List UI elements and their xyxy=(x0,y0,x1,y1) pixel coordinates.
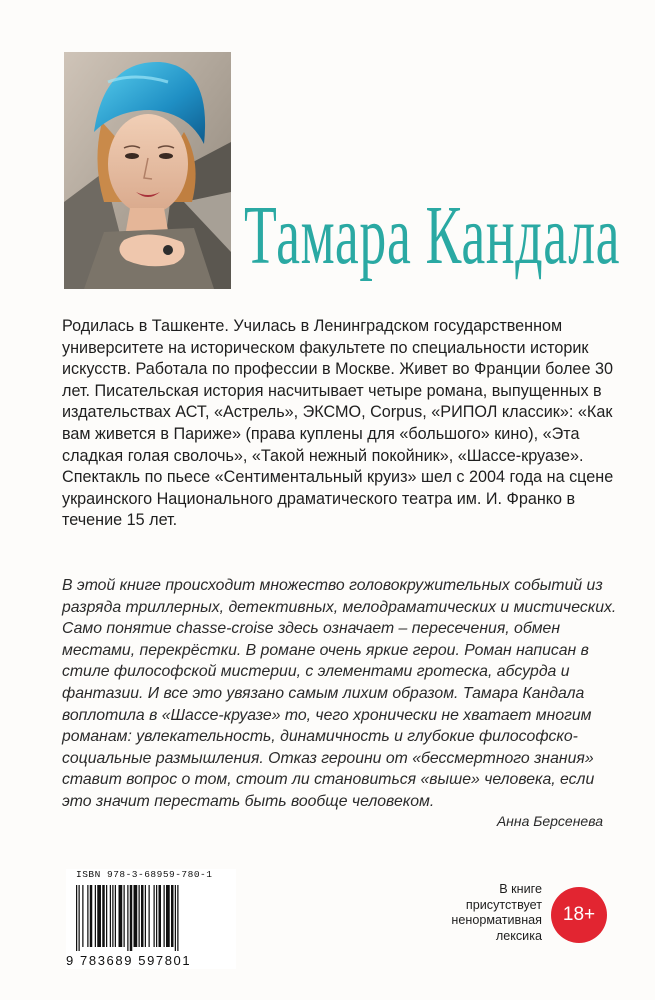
barcode-bar xyxy=(97,885,101,947)
barcode-bar xyxy=(90,885,93,947)
isbn-label: ISBN 978-3-68959-780-1 xyxy=(76,869,213,880)
barcode-bar xyxy=(119,885,123,947)
barcode-bar xyxy=(134,885,138,947)
barcode-bar xyxy=(127,885,128,951)
barcode-bar xyxy=(145,885,146,947)
warning-line: ненормативная xyxy=(451,913,542,928)
barcode-bar xyxy=(149,885,150,947)
content-warning xyxy=(430,882,542,944)
warning-line: присутствует xyxy=(465,897,542,912)
book-review: В этой книге происходит множество головокружительных событий из разряда триллерных, детективных, мелодраматических и мистических. Само понятие chasse-croise здесь означает – пересечения, обмен местами, перекрёстки. В романе очень яркие герои. Роман написан в стиле философской мистерии, с элементами гротеска, абсурда и фантазии. И все это увязано самым лихим образом. Тамара Кандала воплотила в «Шассе-круазе» то, чего хронически не хватает многим романам: увлекательность, динамичность и глубокие философско-социальные размышления. Отказ героини от «бессмертного знания» ставит вопрос о том, стоит ли становиться «выше» человека, если это значит перестать быть вообще человеком. xyxy=(62,577,617,810)
age-rating-badge: 18+ xyxy=(551,887,607,943)
barcode-bar xyxy=(130,885,133,951)
barcode-bar xyxy=(76,885,77,951)
barcode-bar xyxy=(102,885,105,947)
barcode-bar xyxy=(164,885,165,947)
barcode-bar xyxy=(106,885,107,947)
barcode-bar xyxy=(95,885,96,947)
author-name: Тамара Кандала xyxy=(244,189,621,282)
author-biography: Родилась в Ташкенте. Училась в Ленинградском государственном университете на историческом факультете по специальности историк искусств. Работала по профессии в Москве. Живет во Франции более 30 лет. Писательская история насчитывает четыре романа, выпущенных в издательствах АСТ, «Астрель», ЭКСМО, Corpus, «РИПОЛ классик»: «Как вам живется в Париже» (права куплены для «большого» кино), «Эта сладкая голая сволочь», «Такой нежный покойник», «Шассе-круазе». Спектакль по пьесе «Сентиментальный круиз» шел с 2004 года на сцене украинского Национального драматического театра им. И. Франко в течение 15 лет. xyxy=(62,317,614,530)
barcode-bar xyxy=(175,885,176,951)
portrait-illustration xyxy=(64,52,231,289)
barcode-bar xyxy=(154,885,155,947)
barcode-bars xyxy=(76,885,226,951)
barcode-bar xyxy=(82,885,83,947)
barcode-bar xyxy=(156,885,157,947)
barcode-bar xyxy=(171,885,174,947)
barcode-bar xyxy=(159,885,162,947)
warning-line: В книге xyxy=(499,882,542,896)
barcode-bar xyxy=(87,885,88,947)
warning-line: лексика xyxy=(495,928,542,943)
isbn-barcode xyxy=(66,869,236,969)
barcode-bar xyxy=(112,885,113,947)
barcode-bar xyxy=(166,885,170,947)
barcode-bar xyxy=(79,885,80,951)
reviewer-name: Анна Берсенева xyxy=(496,813,603,829)
barcode-bar xyxy=(110,885,111,947)
barcode-bar xyxy=(115,885,116,947)
barcode-bar xyxy=(141,885,144,947)
author-portrait xyxy=(64,52,231,289)
barcode-digits: 9 783689 597801 xyxy=(66,953,192,968)
barcode-bar xyxy=(139,885,140,947)
barcode-bar xyxy=(124,885,125,947)
barcode-bar xyxy=(177,885,178,951)
